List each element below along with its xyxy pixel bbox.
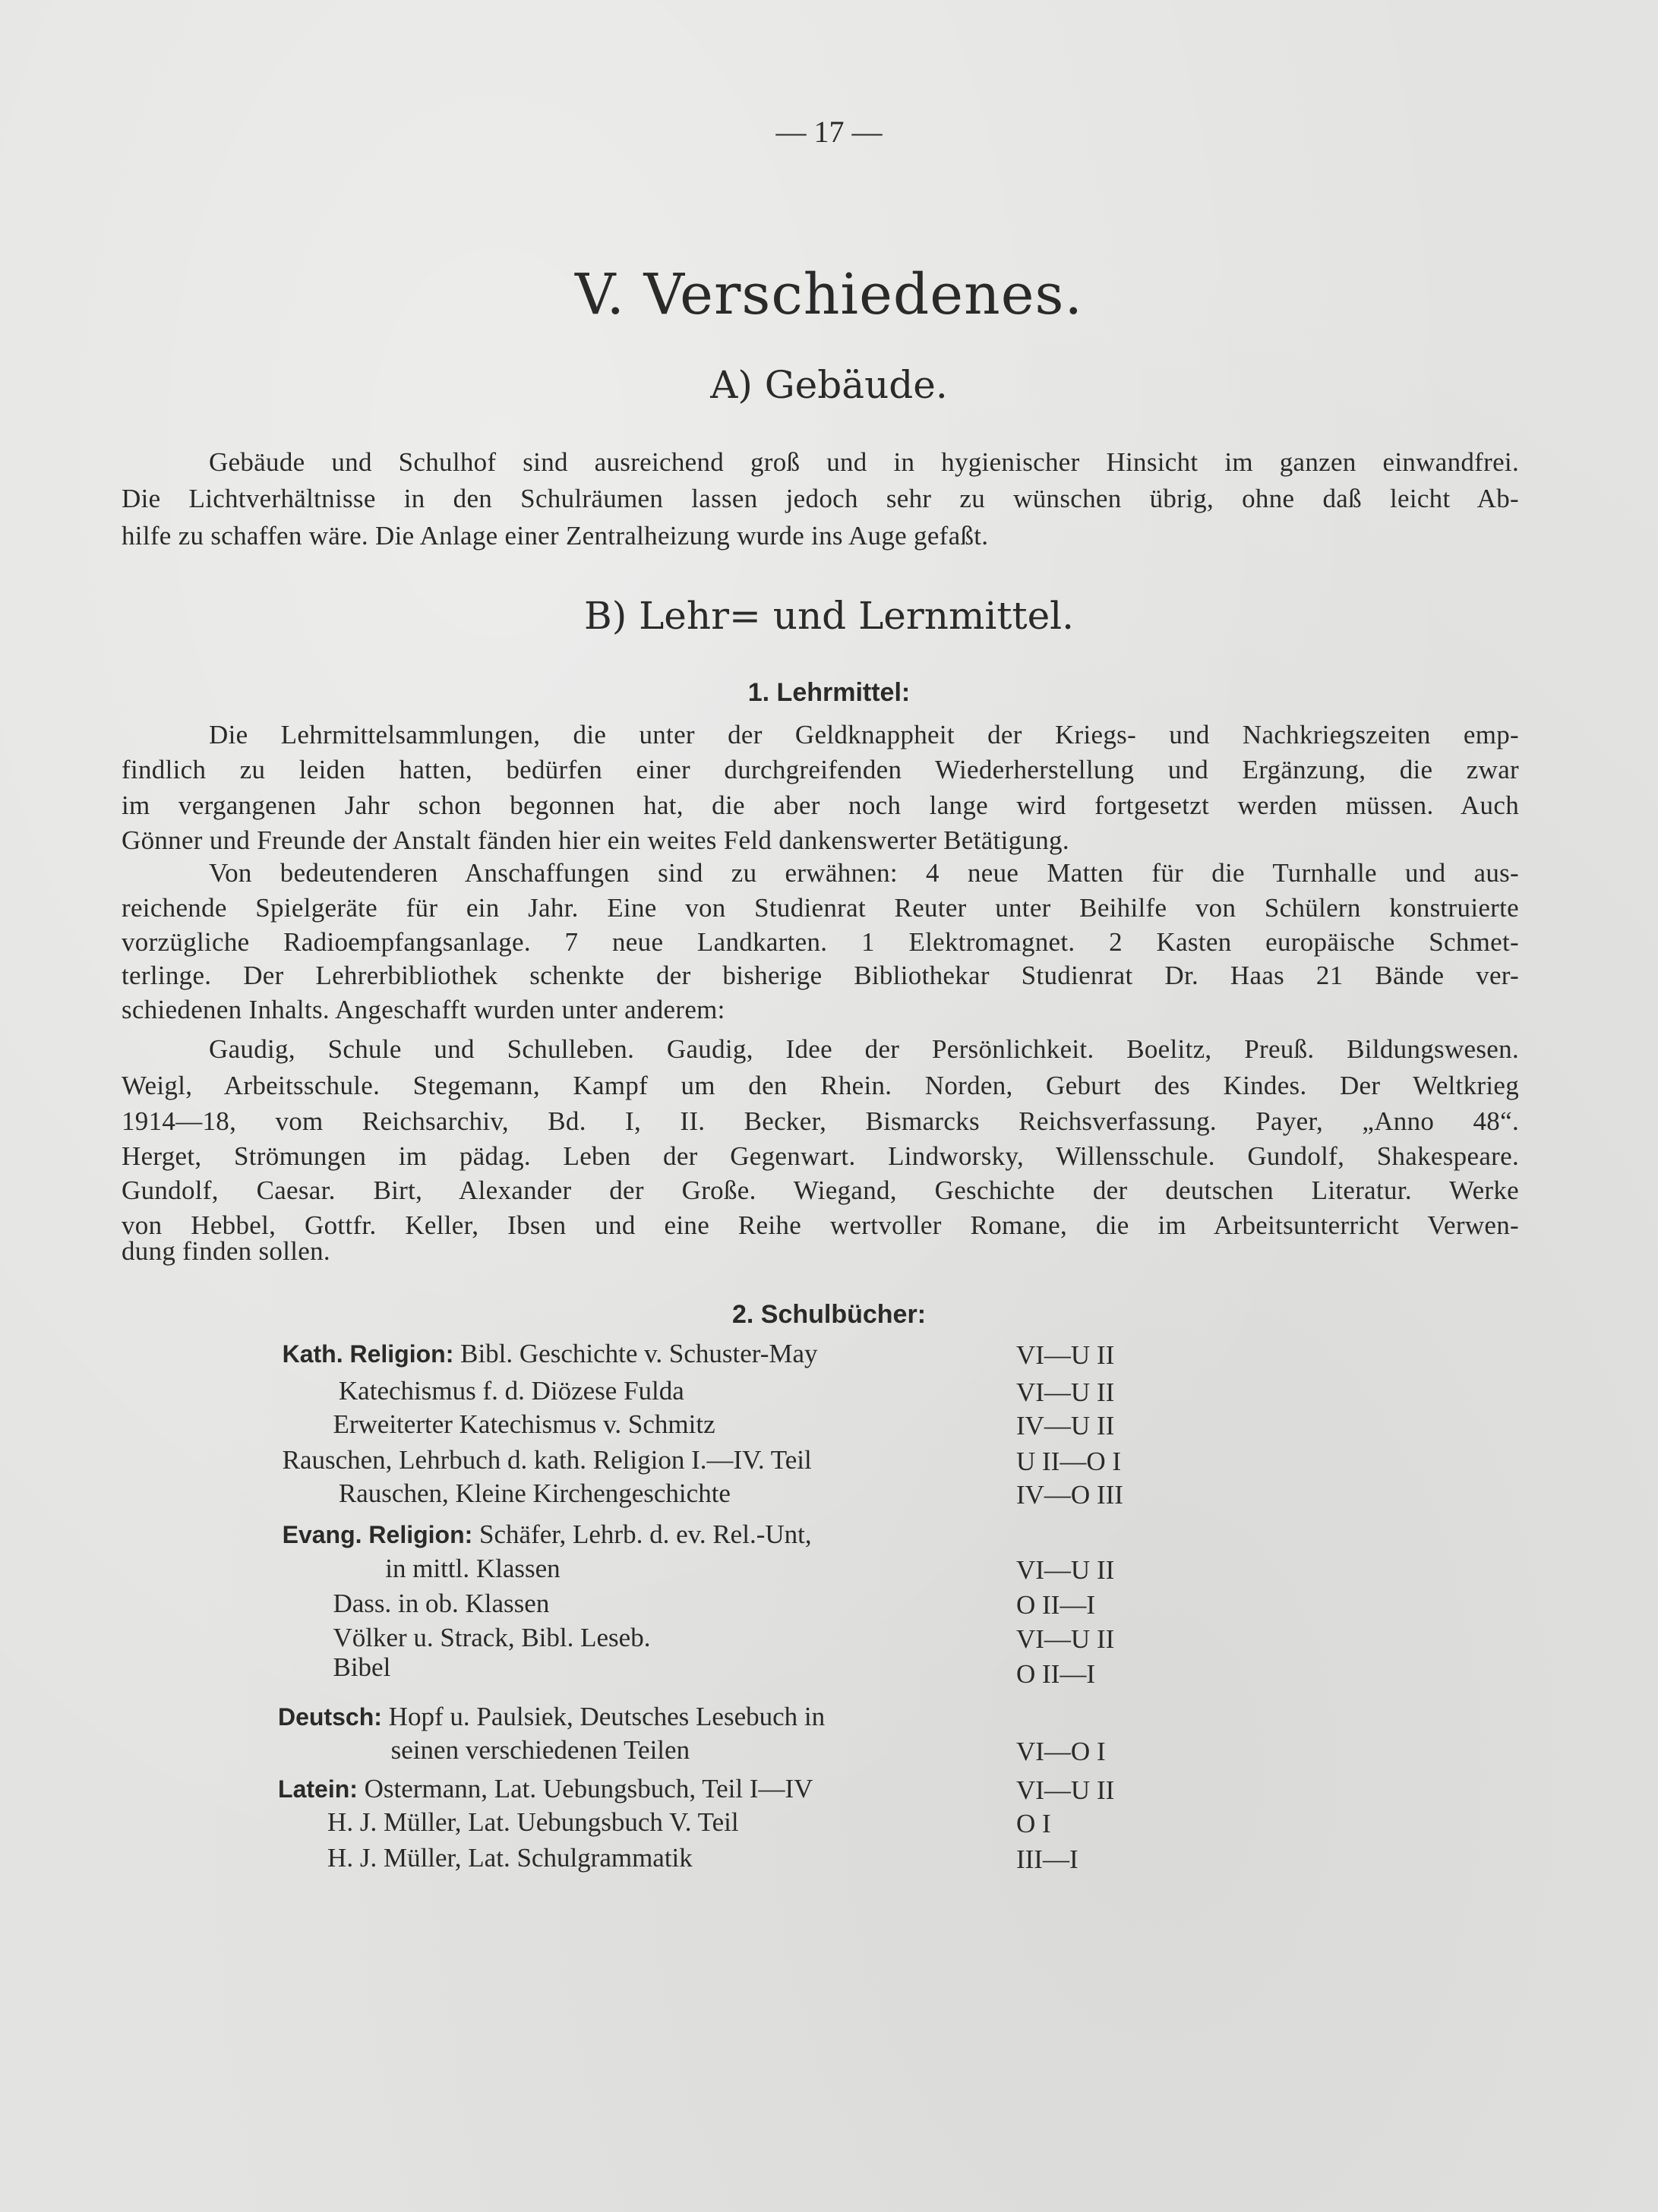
book-title: Völker u. Strack, Bibl. Leseb. [333,1622,651,1652]
text-line: vorzügliche Radioempfangsanlage. 7 neue Landkarten. 1 Elektromagnet. 2 Kasten europäische Schmet- [122,926,1519,957]
text-line: Gebäude und Schulhof sind ausreichend groß und in hygienischer Hinsicht im ganzen einwandfrei. [209,447,1519,478]
class-range: VI—U II [1016,1554,1115,1585]
book-title: Rauschen, Lehrbuch d. kath. Religion I.—IV. Teil [282,1444,812,1475]
text-line: Gundolf, Caesar. Birt, Alexander der Große. Wiegand, Geschichte der deutschen Literatur. Werke [122,1175,1519,1205]
book-title: Katechismus f. d. Diözese Fulda [338,1375,684,1406]
lehrmittel-heading: 1. Lehrmittel: [747,678,911,707]
class-range: VI—U II [1016,1775,1115,1805]
book-row [283,1519,812,1550]
class-range: U II—O I [1016,1446,1122,1476]
book-title: in mittl. Klassen [385,1553,561,1583]
class-range: III—I [1016,1844,1078,1874]
text-line: Gaudig, Schule und Schulleben. Gaudig, Idee der Persönlichkeit. Boelitz, Preuß. Bildungswesen. [209,1034,1519,1065]
section-b-heading: B) Lehr= und Lernmittel. [583,594,1075,638]
book-row [333,1623,650,1653]
book-row [385,1554,560,1584]
book-title: Ostermann, Lat. Uebungsbuch, Teil I—IV [364,1773,813,1803]
text-line: Gönner und Freunde der Anstalt fänden hier ein weites Feld dankenswerter Betätigung. [122,825,1069,856]
text-line: reichende Spielgeräte für ein Jahr. Eine von Studienrat Reuter unter Beihilfe von Schülern konstruierte [122,893,1519,923]
book-title: Rauschen, Kleine Kirchengeschichte [338,1478,731,1509]
class-range: O I [1016,1809,1051,1839]
class-range: IV—U II [1016,1411,1115,1441]
subject-label: Kath. Religion: [282,1340,454,1368]
book-row [278,1702,825,1732]
text-line: im vergangenen Jahr schon begonnen hat, die aber noch lange wird fortgesetzt werden müssen. Auch [122,790,1519,820]
book-row [278,1774,813,1804]
book-title: Bibel [333,1652,391,1682]
text-line: schiedenen Inhalts. Angeschafft wurden unter anderem: [122,995,725,1025]
text-line: Von bedeutenderen Anschaffungen sind zu erwähnen: 4 neue Matten für die Turnhalle und aus- [209,857,1519,888]
subject-label: Deutsch: [278,1702,382,1731]
section-a-heading: A) Gebäude. [710,363,948,407]
book-title: Hopf u. Paulsiek, Deutsches Lesebuch in [388,1701,826,1731]
book-row [333,1409,715,1440]
class-range: O II—I [1016,1659,1095,1690]
book-title: Bibl. Geschichte v. Schuster-May [460,1339,818,1369]
text-line: 1914—18, vom Reichsarchiv, Bd. I, II. Becker, Bismarcks Reichsverfassung. Payer, „Anno 48“. [122,1106,1519,1136]
text-line: Die Lichtverhältnisse in den Schulräumen lassen jedoch sehr zu wünschen übrig, ohne daß leicht Ab- [122,484,1519,514]
class-range: VI—O I [1016,1737,1106,1767]
text-line: terlinge. Der Lehrerbibliothek schenkte der bisherige Bibliothekar Studienrat Dr. Haas 21 Bände ver- [122,961,1519,991]
text-line: Die Lehrmittelsammlungen, die unter der Geldknappheit der Kriegs- und Nachkriegszeiten emp- [209,719,1519,749]
book-row [283,1445,812,1475]
text-line: hilfe zu schaffen wäre. Die Anlage einer Zentralheizung wurde ins Auge gefaßt. [122,520,989,551]
schulbuecher-heading: 2. Schulbücher: [731,1300,927,1329]
class-range: VI—U II [1016,1340,1115,1371]
text-line: von Hebbel, Gottfr. Keller, Ibsen und eine Reihe wertvoller Romane, die im Arbeitsunterricht Verwen- [122,1210,1519,1241]
book-row [327,1843,693,1873]
class-range: IV—O III [1016,1480,1123,1510]
text-line: findlich zu leiden hatten, bedürfen einer durchgreifenden Wiederherstellung und Ergänzung, die zwar [122,755,1519,785]
class-range: VI—U II [1016,1377,1115,1407]
subject-label: Evang. Religion: [282,1521,473,1549]
book-row [283,1339,818,1369]
book-row [339,1376,684,1406]
book-row [333,1652,390,1683]
book-title: Erweiterter Katechismus v. Schmitz [333,1409,715,1440]
class-range: VI—U II [1016,1624,1115,1654]
text-line: Weigl, Arbeitsschule. Stegemann, Kampf um den Rhein. Norden, Geburt des Kindes. Der Weltkrieg [122,1071,1519,1101]
book-row [339,1478,731,1509]
page-number: — 17 — [775,115,883,149]
text-line: dung finden sollen. [122,1235,330,1266]
subject-label: Latein: [278,1775,358,1803]
class-range: O II—I [1016,1590,1095,1620]
book-row [333,1589,549,1619]
chapter-title: V. Verschiedenes. [574,262,1084,327]
book-title: Schäfer, Lehrb. d. ev. Rel.-Unt, [479,1519,812,1550]
book-title: H. J. Müller, Lat. Uebungsbuch V. Teil [327,1807,739,1838]
book-title: seinen verschiedenen Teilen [390,1735,690,1765]
text-line: Herget, Strömungen im pädag. Leben der Gegenwart. Lindworsky, Willensschule. Gundolf, Shakespeare. [122,1141,1519,1172]
book-row [327,1807,739,1838]
book-row [391,1735,690,1765]
book-title: Dass. in ob. Klassen [333,1589,550,1619]
book-title: H. J. Müller, Lat. Schulgrammatik [327,1842,693,1873]
